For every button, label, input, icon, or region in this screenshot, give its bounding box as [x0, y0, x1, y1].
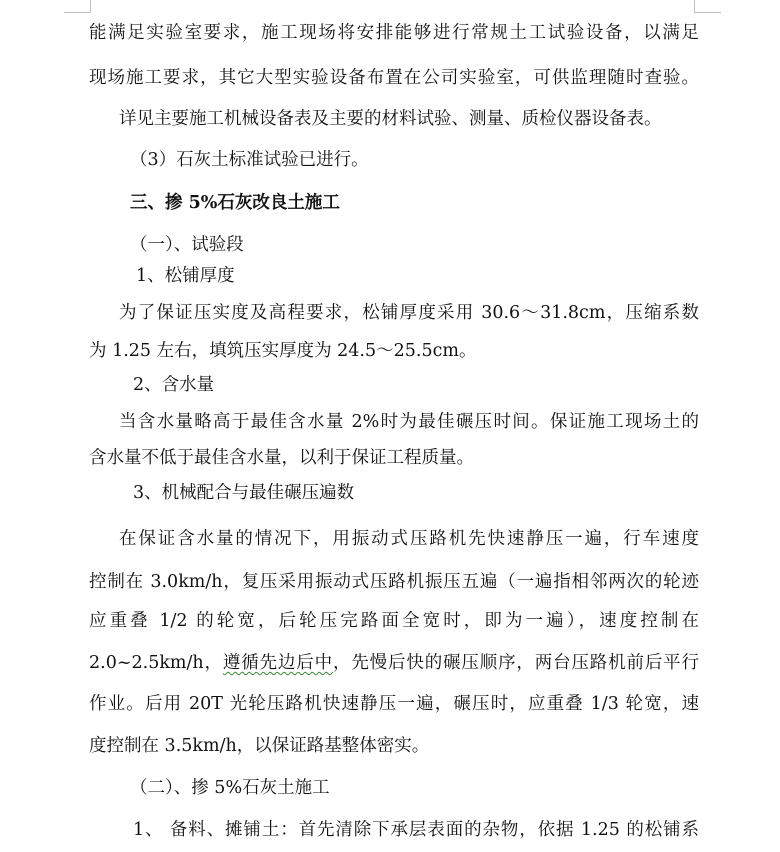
paragraph-line: 含水量不低于最佳含水量，以利于保证工程质量。 [89, 448, 474, 468]
subsection-heading: （一）、试验段 [130, 235, 244, 255]
paragraph-line: 1、 备料、摊铺土：首先清除下承层表面的杂物，依据 1.25 的松铺系 [133, 820, 699, 840]
paragraph-line: 为了保证压实度及高程要求，松铺厚度采用 30.6～31.8cm，压缩系数 [119, 303, 699, 323]
page-corner-mark-right [694, 0, 721, 13]
paragraph-line: 现场施工要求，其它大型实验设备布置在公司实验室，可供监理随时查验。 [89, 68, 699, 88]
item-heading: 2、含水量 [133, 375, 215, 395]
grammar-flagged-text: 遵循先边后中 [222, 653, 333, 673]
paragraph-line: 当含水量略高于最佳含水量 2%时为最佳碾压时间。保证施工现场土的 [119, 412, 699, 432]
paragraph-line: 在保证含水量的情况下，用振动式压路机先快速静压一遍，行车速度 [119, 529, 699, 549]
paragraph-line: 应重叠 1/2 的轮宽，后轮压完路面全宽时，即为一遍），速度控制在 [89, 611, 699, 631]
paragraph-line [89, 651, 699, 675]
paragraph-line: 作业。后用 20T 光轮压路机快速静压一遍，碾压时，应重叠 1/3 轮宽，速 [89, 694, 699, 714]
item-heading: 3、机械配合与最佳碾压遍数 [133, 483, 355, 503]
list-item-text: （3）石灰土标准试验已进行。 [130, 150, 369, 170]
subsection-heading: （二）、掺 5%石灰土施工 [130, 778, 330, 798]
paragraph-line: 能满足实验室要求，施工现场将安排能够进行常规土工试验设备，以满足 [89, 23, 699, 43]
section-heading: 三、掺 5%石灰改良土施工 [130, 193, 340, 213]
paragraph-line: 详见主要施工机械设备表及主要的材料试验、测量、质检仪器设备表。 [119, 109, 662, 129]
paragraph-line: 度控制在 3.5km/h，以保证路基整体密实。 [89, 736, 430, 756]
paragraph-line: 控制在 3.0km/h，复压采用振动式压路机振压五遍（一遍指相邻两次的轮迹 [89, 572, 699, 592]
text-run: ，先慢后快的碾压顺序，两台压路机前后平行 [332, 653, 700, 673]
text-run: 2.0~2.5km/h， [89, 653, 223, 673]
page-corner-mark-left [64, 0, 91, 13]
item-heading: 1、松铺厚度 [136, 266, 235, 286]
paragraph-line: 为 1.25 左右，填筑压实厚度为 24.5～25.5cm。 [89, 341, 477, 361]
